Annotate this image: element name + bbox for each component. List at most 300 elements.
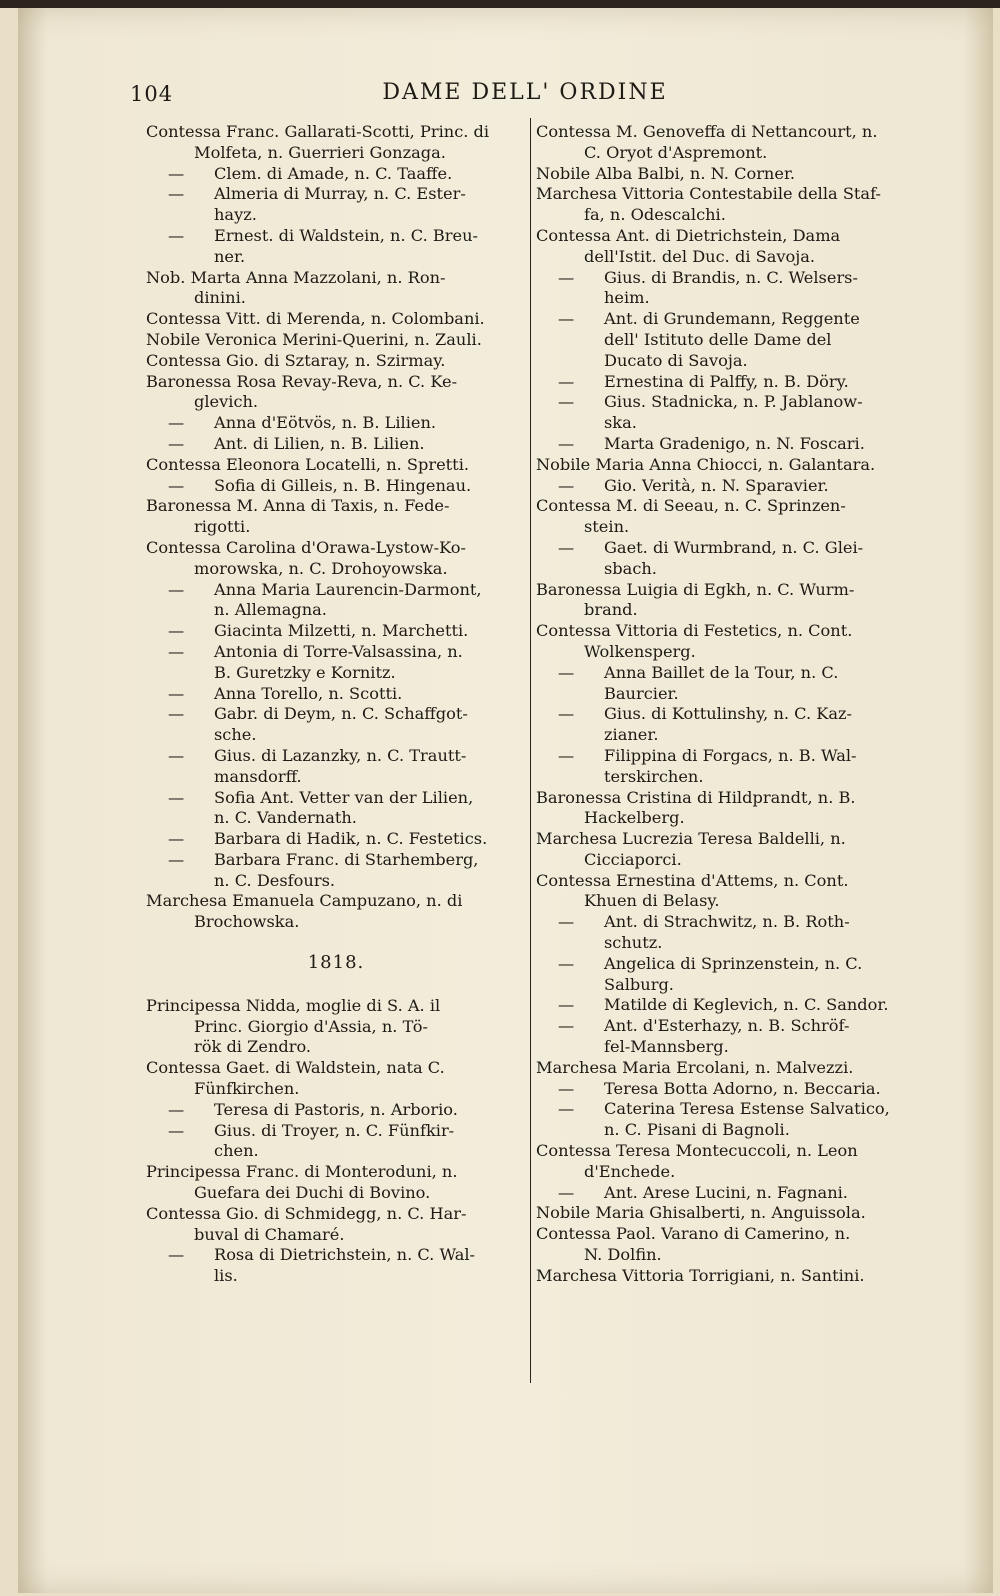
list-item xyxy=(146,1100,526,1121)
entry-text: morowska, n. C. Drohoyowska. xyxy=(194,558,448,578)
entry-text: Baurcier. xyxy=(604,683,679,703)
entry-text: Principessa Nidda, moglie di S. A. il xyxy=(146,995,441,1015)
entry-continuation xyxy=(536,642,920,663)
entry-continuation xyxy=(536,767,920,788)
entry-text: Wolkensperg. xyxy=(584,641,696,661)
entry-line xyxy=(146,309,526,330)
entry-line xyxy=(536,1016,920,1037)
ditto-dash: — xyxy=(168,1245,185,1265)
list-item xyxy=(146,684,526,705)
list-item xyxy=(536,871,920,913)
list-item xyxy=(536,746,920,788)
list-item xyxy=(536,226,920,268)
entry-text: Anna Torello, n. Scotti. xyxy=(214,683,403,703)
entry-line xyxy=(536,1079,920,1100)
entry-text: stein. xyxy=(584,517,630,537)
entry-line xyxy=(536,496,920,517)
entry-continuation xyxy=(146,1225,526,1246)
entry-text: Baronessa Luigia di Egkh, n. C. Wurm- xyxy=(536,579,855,599)
ditto-dash: — xyxy=(168,225,185,245)
list-item xyxy=(536,580,920,622)
list-item xyxy=(146,538,526,580)
list-item xyxy=(536,434,920,455)
list-item xyxy=(146,1058,526,1100)
entry-text: Marchesa Vittoria Torrigiani, n. Santini. xyxy=(536,1265,865,1285)
list-item xyxy=(146,413,526,434)
entry-continuation xyxy=(536,850,920,871)
entry-text: Ducato di Savoja. xyxy=(604,350,748,370)
entry-continuation xyxy=(146,205,526,226)
entry-continuation xyxy=(146,1079,526,1100)
ditto-dash: — xyxy=(168,745,185,765)
list-item xyxy=(536,912,920,954)
entry-line xyxy=(146,496,526,517)
list-item xyxy=(536,455,920,476)
entry-line xyxy=(536,226,920,247)
entry-text: Contessa Carolina d'Orawa-Lystow-Ko- xyxy=(146,537,466,557)
entry-line xyxy=(146,1100,526,1121)
entry-text: Sofia Ant. Vetter van der Lilien, xyxy=(214,787,474,807)
list-item xyxy=(536,1016,920,1058)
entry-text: Gabr. di Deym, n. C. Schaffgot- xyxy=(214,704,468,724)
entry-text: Ant. d'Esterhazy, n. B. Schröf- xyxy=(604,1016,850,1036)
list-item xyxy=(146,580,526,622)
list-item xyxy=(536,1099,920,1141)
entry-text: n. C. Vandernath. xyxy=(214,808,357,828)
list-item xyxy=(536,476,920,497)
ditto-dash: — xyxy=(558,704,575,724)
entry-text: Brochowska. xyxy=(194,912,300,932)
entry-continuation xyxy=(146,1183,526,1204)
entry-line xyxy=(146,642,526,663)
entry-continuation xyxy=(146,143,526,164)
entry-text: fa, n. Odescalchi. xyxy=(584,205,726,225)
entry-text: Giacinta Milzetti, n. Marchetti. xyxy=(214,621,469,641)
entry-text: ner. xyxy=(214,246,246,266)
entry-text: Filippina di Forgacs, n. B. Wal- xyxy=(604,745,857,765)
ditto-dash: — xyxy=(168,413,185,433)
entry-text: terskirchen. xyxy=(604,766,704,786)
entry-text: n. C. Pisani di Bagnoli. xyxy=(604,1120,790,1140)
entry-text: Gius. di Kottulinshy, n. C. Kaz- xyxy=(604,704,853,724)
list-item xyxy=(536,954,920,996)
list-item xyxy=(146,850,526,892)
entry-text: Barbara di Hadik, n. C. Festetics. xyxy=(214,829,488,849)
entry-continuation xyxy=(536,1162,920,1183)
entry-line xyxy=(146,621,526,642)
page-number: 104 xyxy=(130,82,174,106)
ditto-dash: — xyxy=(168,433,185,453)
list-item xyxy=(536,122,920,164)
entry-line xyxy=(536,1183,920,1204)
entry-line xyxy=(146,184,526,205)
entry-text: n. C. Desfours. xyxy=(214,870,336,890)
entry-line xyxy=(146,1245,526,1266)
list-item xyxy=(536,309,920,371)
entry-text: Fünfkirchen. xyxy=(194,1079,300,1099)
list-item xyxy=(146,1121,526,1163)
entry-text: Contessa Gio. di Schmidegg, n. C. Har- xyxy=(146,1203,467,1223)
entry-continuation xyxy=(536,559,920,580)
list-item xyxy=(146,1245,526,1287)
ditto-dash: — xyxy=(168,621,185,641)
entry-line xyxy=(146,538,526,559)
entry-continuation xyxy=(536,1245,920,1266)
entry-line xyxy=(536,184,920,205)
entry-line xyxy=(146,850,526,871)
entry-text: Ant. di Lilien, n. B. Lilien. xyxy=(214,433,425,453)
entry-text: Ernestina di Palffy, n. B. Döry. xyxy=(604,371,849,391)
entry-text: hayz. xyxy=(214,205,257,225)
list-item xyxy=(146,1204,526,1246)
entry-text: sche. xyxy=(214,725,257,745)
list-item xyxy=(146,226,526,268)
entry-text: lis. xyxy=(214,1266,238,1286)
entry-text: Gius. Stadnicka, n. P. Jablanow- xyxy=(604,392,863,412)
entry-text: schutz. xyxy=(604,933,663,953)
entry-line xyxy=(536,1141,920,1162)
entry-line xyxy=(146,788,526,809)
entry-continuation xyxy=(536,891,920,912)
list-item xyxy=(536,1141,920,1183)
entry-continuation xyxy=(146,288,526,309)
entry-text: Baronessa Rosa Revay-Reva, n. C. Ke- xyxy=(146,371,458,391)
entry-line xyxy=(146,746,526,767)
entry-text: Ant. di Strachwitz, n. B. Roth- xyxy=(604,912,850,932)
entry-line xyxy=(146,829,526,850)
entry-text: Marchesa Maria Ercolani, n. Malvezzi. xyxy=(536,1057,854,1077)
ditto-dash: — xyxy=(558,662,575,682)
list-item xyxy=(146,330,526,351)
entry-text: Nobile Alba Balbi, n. N. Corner. xyxy=(536,163,796,183)
list-item xyxy=(146,829,526,850)
entry-continuation xyxy=(146,600,526,621)
ditto-dash: — xyxy=(558,371,575,391)
list-item xyxy=(146,309,526,330)
ditto-dash: — xyxy=(168,787,185,807)
ditto-dash: — xyxy=(558,475,575,495)
entry-continuation xyxy=(146,392,526,413)
list-item xyxy=(536,184,920,226)
entry-continuation xyxy=(146,1141,526,1162)
ditto-dash: — xyxy=(558,1182,575,1202)
entry-line xyxy=(146,1162,526,1183)
entry-text: Ernest. di Waldstein, n. C. Breu- xyxy=(214,225,478,245)
entry-text: B. Guretzky e Kornitz. xyxy=(214,662,396,682)
right-column xyxy=(536,122,920,1287)
entry-text: Matilde di Keglevich, n. C. Sandor. xyxy=(604,995,889,1015)
entry-text: N. Dolfin. xyxy=(584,1245,662,1265)
entry-text: Rosa di Dietrichstein, n. C. Wal- xyxy=(214,1245,475,1265)
entry-continuation xyxy=(536,1120,920,1141)
entry-continuation xyxy=(536,288,920,309)
entry-text: Nob. Marta Anna Mazzolani, n. Ron- xyxy=(146,267,446,287)
list-item xyxy=(146,184,526,226)
entry-line xyxy=(146,351,526,372)
entry-text: Barbara Franc. di Starhemberg, xyxy=(214,849,479,869)
entry-text: Marchesa Vittoria Contestabile della Staf- xyxy=(536,184,881,204)
entry-line xyxy=(536,122,920,143)
entry-line xyxy=(146,1058,526,1079)
entry-text: Principessa Franc. di Monteroduni, n. xyxy=(146,1162,458,1182)
ditto-dash: — xyxy=(558,745,575,765)
list-item xyxy=(536,1224,920,1266)
entry-text: Salburg. xyxy=(604,974,674,994)
entry-text: Ant. di Grundemann, Reggente xyxy=(604,309,860,329)
list-item xyxy=(146,351,526,372)
entry-text: Contessa Paol. Varano di Camerino, n. xyxy=(536,1224,851,1244)
entry-text: Cicciaporci. xyxy=(584,849,682,869)
entry-text: Clem. di Amade, n. C. Taaffe. xyxy=(214,163,453,183)
entry-line xyxy=(536,476,920,497)
entry-line xyxy=(536,788,920,809)
entry-continuation xyxy=(536,330,920,351)
entry-line xyxy=(146,891,526,912)
entry-line xyxy=(536,268,920,289)
entry-continuation xyxy=(146,1037,526,1058)
page-header xyxy=(130,80,920,110)
entry-text: brand. xyxy=(584,600,638,620)
ditto-dash: — xyxy=(168,1120,185,1140)
list-item xyxy=(536,164,920,185)
entry-continuation xyxy=(146,1266,526,1287)
list-item xyxy=(536,268,920,310)
entry-continuation xyxy=(536,684,920,705)
entry-text: mansdorff. xyxy=(214,766,302,786)
ditto-dash: — xyxy=(168,829,185,849)
ditto-dash: — xyxy=(168,1099,185,1119)
entry-line xyxy=(536,1203,920,1224)
ditto-dash: — xyxy=(168,849,185,869)
entry-line xyxy=(536,1224,920,1245)
entry-line xyxy=(146,476,526,497)
entry-continuation xyxy=(146,663,526,684)
entry-text: Anna d'Eötvös, n. B. Lilien. xyxy=(214,413,437,433)
entry-continuation xyxy=(536,413,920,434)
entry-continuation xyxy=(536,247,920,268)
entry-text: ska. xyxy=(604,413,637,433)
entry-continuation xyxy=(146,517,526,538)
entry-text: Baronessa Cristina di Hildprandt, n. B. xyxy=(536,787,856,807)
entry-text: Baronessa M. Anna di Taxis, n. Fede- xyxy=(146,496,450,516)
entry-continuation xyxy=(146,808,526,829)
list-item xyxy=(536,1266,920,1287)
list-item xyxy=(536,496,920,538)
entry-text: sbach. xyxy=(604,558,657,578)
list-item xyxy=(146,621,526,642)
entry-line xyxy=(146,122,526,143)
list-item xyxy=(536,788,920,830)
ditto-dash: — xyxy=(558,1016,575,1036)
entry-line xyxy=(146,996,526,1017)
entry-line xyxy=(536,871,920,892)
entry-text: Princ. Giorgio d'Assia, n. Tö- xyxy=(194,1016,428,1036)
entry-text: Contessa Gaet. di Waldstein, nata C. xyxy=(146,1058,445,1078)
entry-line xyxy=(536,621,920,642)
list-item xyxy=(146,704,526,746)
entry-continuation xyxy=(536,1037,920,1058)
entry-line xyxy=(536,663,920,684)
entry-text: Contessa M. di Seeau, n. C. Sprinzen- xyxy=(536,496,846,516)
ditto-dash: — xyxy=(168,704,185,724)
entry-text: Contessa Vittoria di Festetics, n. Cont. xyxy=(536,621,853,641)
entry-continuation xyxy=(536,975,920,996)
entry-text: C. Oryot d'Aspremont. xyxy=(584,142,768,162)
entry-text: rök di Zendro. xyxy=(194,1037,312,1057)
entry-text: Khuen di Belasy. xyxy=(584,891,720,911)
entry-text: chen. xyxy=(214,1141,259,1161)
list-item xyxy=(146,788,526,830)
entry-text: Nobile Veronica Merini-Querini, n. Zauli. xyxy=(146,329,482,349)
entry-line xyxy=(146,455,526,476)
entry-text: d'Enchede. xyxy=(584,1161,676,1181)
ditto-dash: — xyxy=(558,433,575,453)
entry-text: Marchesa Lucrezia Teresa Baldelli, n. xyxy=(536,829,846,849)
entry-text: Marchesa Emanuela Campuzano, n. di xyxy=(146,891,463,911)
entry-text: glevich. xyxy=(194,392,259,412)
list-item xyxy=(146,1162,526,1204)
list-item xyxy=(146,476,526,497)
list-item xyxy=(536,1079,920,1100)
ditto-dash: — xyxy=(558,309,575,329)
entry-line xyxy=(536,580,920,601)
entry-text: Ant. Arese Lucini, n. Fagnani. xyxy=(604,1182,848,1202)
entry-line xyxy=(536,455,920,476)
entry-text: dell' Istituto delle Dame del xyxy=(604,329,832,349)
entry-line xyxy=(146,684,526,705)
left-entries-list xyxy=(146,122,526,933)
entry-text: Contessa Eleonora Locatelli, n. Spretti. xyxy=(146,454,470,474)
ditto-dash: — xyxy=(558,1099,575,1119)
list-item xyxy=(536,995,920,1016)
entry-text: Teresa di Pastoris, n. Arborio. xyxy=(214,1099,458,1119)
entry-text: buval di Chamaré. xyxy=(194,1224,345,1244)
entry-line xyxy=(146,704,526,725)
entry-line xyxy=(536,164,920,185)
entry-text: Anna Maria Laurencin-Darmont, xyxy=(214,579,482,599)
entry-text: Caterina Teresa Estense Salvatico, xyxy=(604,1099,890,1119)
entry-line xyxy=(536,434,920,455)
list-item xyxy=(536,1183,920,1204)
ditto-dash: — xyxy=(168,163,185,183)
entry-text: Molfeta, n. Guerrieri Gonzaga. xyxy=(194,142,446,162)
entry-line xyxy=(536,1099,920,1120)
year-heading: 1818. xyxy=(307,952,365,974)
list-item xyxy=(536,392,920,434)
entry-line xyxy=(146,268,526,289)
entry-line xyxy=(146,580,526,601)
entry-text: heim. xyxy=(604,288,650,308)
entry-text: Gius. di Brandis, n. C. Welsers- xyxy=(604,267,858,287)
entry-line xyxy=(536,995,920,1016)
entry-line xyxy=(536,538,920,559)
entry-text: dell'Istit. del Duc. di Savoja. xyxy=(584,246,816,266)
entry-continuation xyxy=(146,1017,526,1038)
entry-line xyxy=(536,372,920,393)
entry-text: Sofia di Gilleis, n. B. Hingenau. xyxy=(214,475,472,495)
entry-text: fel-Mannsberg. xyxy=(604,1037,729,1057)
ditto-dash: — xyxy=(558,912,575,932)
list-item xyxy=(146,434,526,455)
list-item xyxy=(146,164,526,185)
entry-continuation xyxy=(146,912,526,933)
entry-text: Gio. Verità, n. N. Sparavier. xyxy=(604,475,829,495)
ditto-dash: — xyxy=(558,537,575,557)
ditto-dash: — xyxy=(558,1078,575,1098)
entry-text: Gius. di Troyer, n. C. Fünfkir- xyxy=(214,1120,455,1140)
entry-text: Gaet. di Wurmbrand, n. C. Glei- xyxy=(604,537,864,557)
entry-text: Marta Gradenigo, n. N. Foscari. xyxy=(604,433,865,453)
entry-continuation xyxy=(146,559,526,580)
list-item xyxy=(146,455,526,476)
entry-continuation xyxy=(536,143,920,164)
entry-line xyxy=(146,434,526,455)
top-edge xyxy=(0,0,1000,8)
list-item xyxy=(536,1203,920,1224)
list-item xyxy=(146,891,526,933)
entry-text: Angelica di Sprinzenstein, n. C. xyxy=(604,953,863,973)
list-item xyxy=(536,538,920,580)
entry-continuation xyxy=(146,247,526,268)
ditto-dash: — xyxy=(168,683,185,703)
entry-text: Anna Baillet de la Tour, n. C. xyxy=(604,662,839,682)
ditto-dash: — xyxy=(168,641,185,661)
ditto-dash: — xyxy=(558,267,575,287)
entry-line xyxy=(536,1058,920,1079)
entry-text: Guefara dei Duchi di Bovino. xyxy=(194,1183,431,1203)
entry-line xyxy=(536,829,920,850)
left-entries-list-1818 xyxy=(146,996,526,1287)
entry-text: Contessa Ant. di Dietrichstein, Dama xyxy=(536,225,841,245)
entry-text: Hackelberg. xyxy=(584,808,685,828)
entry-text: Teresa Botta Adorno, n. Beccaria. xyxy=(604,1078,881,1098)
entry-continuation xyxy=(146,871,526,892)
entry-text: Nobile Maria Ghisalberti, n. Anguissola. xyxy=(536,1203,866,1223)
entry-text: Contessa Gio. di Sztaray, n. Szirmay. xyxy=(146,350,446,370)
list-item xyxy=(146,642,526,684)
entry-line xyxy=(536,309,920,330)
entry-text: zianer. xyxy=(604,725,659,745)
entry-text: Almeria di Murray, n. C. Ester- xyxy=(214,184,466,204)
list-item xyxy=(536,663,920,705)
entry-text: Antonia di Torre-Valsassina, n. xyxy=(214,641,463,661)
list-item xyxy=(146,372,526,414)
ditto-dash: — xyxy=(558,995,575,1015)
entry-line xyxy=(536,746,920,767)
entry-text: Gius. di Lazanzky, n. C. Trautt- xyxy=(214,745,467,765)
ditto-dash: — xyxy=(558,392,575,412)
entry-line xyxy=(536,392,920,413)
entry-text: n. Allemagna. xyxy=(214,600,327,620)
entry-line xyxy=(536,704,920,725)
list-item xyxy=(146,496,526,538)
right-entries-list xyxy=(536,122,920,1287)
list-item xyxy=(536,621,920,663)
ditto-dash: — xyxy=(168,184,185,204)
column-divider xyxy=(530,118,531,1383)
running-title: DAME DELL' ORDINE xyxy=(382,80,668,105)
entry-continuation xyxy=(536,205,920,226)
entry-line xyxy=(146,1121,526,1142)
list-item xyxy=(146,268,526,310)
list-item xyxy=(146,996,526,1058)
entry-text: Contessa M. Genoveffa di Nettancourt, n. xyxy=(536,122,878,141)
entry-continuation xyxy=(536,517,920,538)
entry-line xyxy=(146,226,526,247)
entry-text: Nobile Maria Anna Chiocci, n. Galantara. xyxy=(536,454,876,474)
list-item xyxy=(146,122,526,164)
entry-line xyxy=(146,164,526,185)
